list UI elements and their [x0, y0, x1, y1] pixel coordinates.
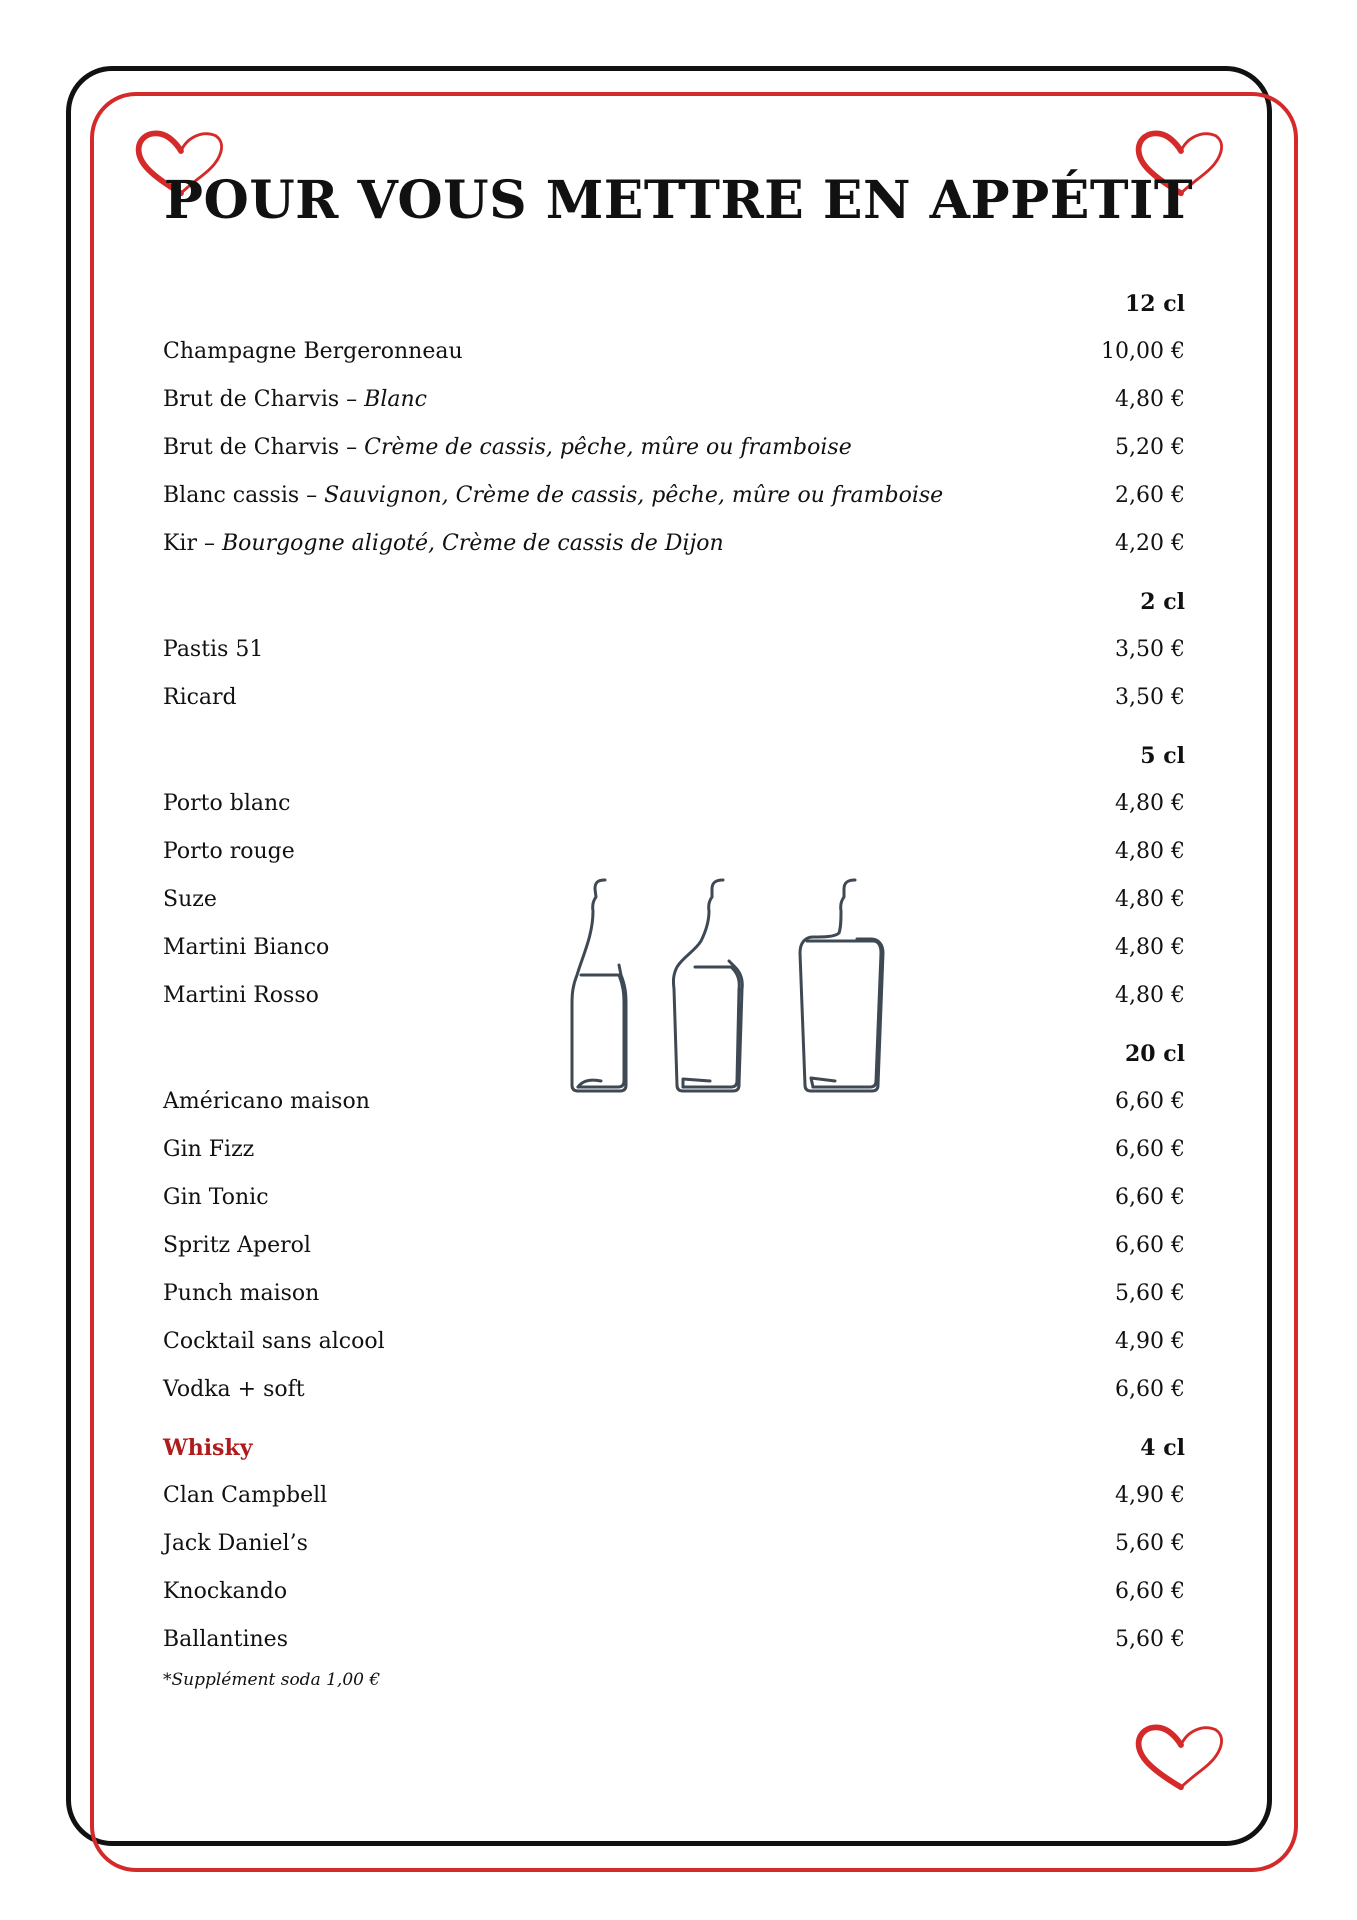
menu-item	[163, 520, 1185, 568]
item-label	[163, 828, 295, 876]
menu	[163, 280, 1185, 1690]
item-label	[163, 1318, 385, 1366]
item-name: Knockando	[163, 1579, 288, 1604]
heart-icon	[1133, 1722, 1229, 1794]
item-price: 4,80 €	[1115, 935, 1185, 960]
menu-item	[163, 1520, 1185, 1568]
item-label	[163, 376, 427, 424]
item-label	[163, 424, 852, 472]
item-label	[163, 328, 463, 376]
item-price: 6,60 €	[1115, 1137, 1185, 1162]
item-label	[163, 1174, 269, 1222]
item-price: 2,60 €	[1115, 483, 1185, 508]
item-label	[163, 924, 329, 972]
soda-supplement-note: *Supplément soda 1,00 €	[163, 1670, 381, 1690]
item-price: 4,90 €	[1115, 1483, 1185, 1508]
item-label	[163, 472, 943, 520]
menu-item	[163, 1126, 1185, 1174]
item-price: 5,60 €	[1115, 1627, 1185, 1652]
menu-item	[163, 780, 1185, 828]
serving-size-label: 12 cl	[1124, 291, 1185, 317]
item-name: Vodka + soft	[163, 1377, 305, 1402]
item-price: 4,80 €	[1115, 791, 1185, 816]
serving-size-label: 5 cl	[1140, 743, 1185, 769]
menu-item	[163, 1366, 1185, 1414]
item-price: 4,80 €	[1115, 983, 1185, 1008]
menu-item	[163, 424, 1185, 472]
menu-item	[163, 1270, 1185, 1318]
item-name: Martini Bianco	[163, 935, 330, 960]
item-price: 6,60 €	[1115, 1089, 1185, 1114]
menu-item	[163, 1078, 1185, 1126]
item-price: 5,20 €	[1115, 435, 1185, 460]
item-name: Champagne Bergeronneau	[163, 339, 463, 364]
item-price: 4,20 €	[1115, 531, 1185, 556]
item-price: 6,60 €	[1115, 1377, 1185, 1402]
item-description: Bourgogne aligoté, Crème de cassis de Dijon	[221, 531, 724, 556]
item-price: 6,60 €	[1115, 1233, 1185, 1258]
item-price: 3,50 €	[1115, 685, 1185, 710]
menu-item	[163, 972, 1185, 1020]
item-label	[163, 1366, 305, 1414]
item-price: 10,00 €	[1101, 339, 1185, 364]
item-description: Sauvignon, Crème de cassis, pêche, mûre ou framboise	[324, 483, 944, 508]
menu-item	[163, 1174, 1185, 1222]
item-name: Blanc cassis –	[163, 483, 325, 508]
section-gap	[163, 1020, 1185, 1030]
item-name: Suze	[163, 887, 217, 912]
menu-item	[163, 626, 1185, 674]
section-gap	[163, 568, 1185, 578]
item-name: Spritz Aperol	[163, 1233, 311, 1258]
page-title: POUR VOUS METTRE EN APPÉTIT	[163, 170, 1194, 231]
item-label	[163, 520, 724, 568]
item-label	[163, 1222, 311, 1270]
item-description: Crème de cassis, pêche, mûre ou framboise	[364, 435, 852, 460]
item-label	[163, 780, 290, 828]
item-name: Ricard	[163, 685, 237, 710]
menu-item	[163, 674, 1185, 722]
serving-size-label: 20 cl	[1124, 1041, 1185, 1067]
serving-size-label: 4 cl	[1140, 1435, 1185, 1461]
section-gap	[163, 1414, 1185, 1424]
whisky-section-header	[163, 1424, 1185, 1472]
item-price: 4,90 €	[1115, 1329, 1185, 1354]
item-price: 3,50 €	[1115, 637, 1185, 662]
item-name: Kir –	[163, 531, 222, 556]
item-name: Brut de Charvis –	[163, 387, 365, 412]
item-price: 5,60 €	[1115, 1531, 1185, 1556]
item-name: Porto blanc	[163, 791, 291, 816]
item-price: 6,60 €	[1115, 1579, 1185, 1604]
item-name: Martini Rosso	[163, 983, 319, 1008]
item-price: 5,60 €	[1115, 1281, 1185, 1306]
item-label	[163, 1270, 319, 1318]
menu-item	[163, 924, 1185, 972]
item-description: Blanc	[364, 387, 427, 412]
item-name: Porto rouge	[163, 839, 295, 864]
menu-item	[163, 1318, 1185, 1366]
item-price: 4,80 €	[1115, 839, 1185, 864]
item-label	[163, 1126, 254, 1174]
menu-item	[163, 472, 1185, 520]
item-name: Gin Fizz	[163, 1137, 255, 1162]
whisky-section-title: Whisky	[163, 1435, 253, 1461]
section-gap	[163, 722, 1185, 732]
menu-item	[163, 1472, 1185, 1520]
item-name: Punch maison	[163, 1281, 320, 1306]
item-label	[163, 1078, 370, 1126]
item-name: Américano maison	[163, 1089, 370, 1114]
menu-item	[163, 328, 1185, 376]
menu-item	[163, 1616, 1185, 1664]
menu-item	[163, 376, 1185, 424]
item-name: Ballantines	[163, 1627, 288, 1652]
item-label	[163, 972, 319, 1020]
item-name: Pastis 51	[163, 637, 264, 662]
item-price: 4,80 €	[1115, 887, 1185, 912]
item-price: 4,80 €	[1115, 387, 1185, 412]
serving-size-label: 2 cl	[1140, 589, 1185, 615]
item-label	[163, 876, 217, 924]
item-label	[163, 674, 237, 722]
item-name: Cocktail sans alcool	[163, 1329, 385, 1354]
menu-item	[163, 1568, 1185, 1616]
menu-item	[163, 876, 1185, 924]
menu-item	[163, 828, 1185, 876]
item-name: Jack Daniel’s	[163, 1531, 308, 1556]
item-name: Gin Tonic	[163, 1185, 269, 1210]
item-price: 6,60 €	[1115, 1185, 1185, 1210]
menu-item	[163, 1222, 1185, 1270]
item-label	[163, 626, 263, 674]
item-name: Clan Campbell	[163, 1483, 328, 1508]
item-name: Brut de Charvis –	[163, 435, 365, 460]
